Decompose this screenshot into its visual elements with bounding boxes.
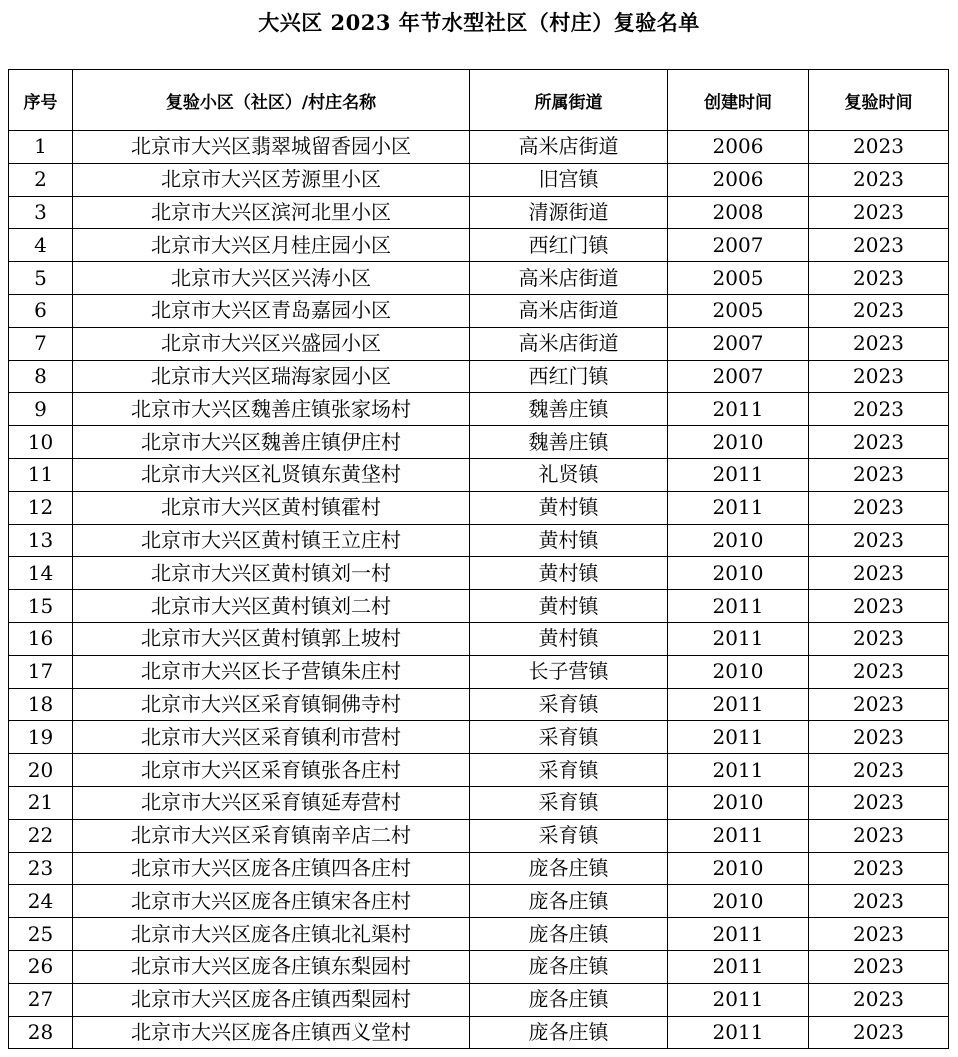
cell-street: 高米店街道 — [470, 131, 668, 164]
cell-name: 北京市大兴区庞各庄镇北礼渠村 — [73, 918, 470, 951]
table-row — [9, 262, 949, 295]
cell-seq: 13 — [9, 524, 73, 557]
cell-review-year: 2023 — [809, 393, 949, 426]
header-name: 复验小区（社区）/村庄名称 — [73, 70, 470, 131]
table-row — [9, 622, 949, 655]
cell-name: 北京市大兴区黄村镇王立庄村 — [73, 524, 470, 557]
cell-review-year: 2023 — [809, 557, 949, 590]
cell-street: 清源街道 — [470, 196, 668, 229]
cell-seq: 17 — [9, 655, 73, 688]
cell-seq: 15 — [9, 590, 73, 623]
cell-built-year: 2005 — [668, 294, 809, 327]
cell-street: 庞各庄镇 — [470, 1016, 668, 1049]
cell-review-year: 2023 — [809, 196, 949, 229]
cell-seq: 25 — [9, 918, 73, 951]
cell-seq: 24 — [9, 885, 73, 918]
cell-name: 北京市大兴区兴涛小区 — [73, 262, 470, 295]
cell-street: 采育镇 — [470, 786, 668, 819]
table-row — [9, 229, 949, 262]
cell-street: 庞各庄镇 — [470, 885, 668, 918]
cell-name: 北京市大兴区黄村镇霍村 — [73, 491, 470, 524]
table-row — [9, 754, 949, 787]
cell-seq: 23 — [9, 852, 73, 885]
cell-built-year: 2011 — [668, 458, 809, 491]
cell-street: 黄村镇 — [470, 524, 668, 557]
cell-review-year: 2023 — [809, 327, 949, 360]
cell-street: 黄村镇 — [470, 557, 668, 590]
cell-name: 北京市大兴区采育镇南辛店二村 — [73, 819, 470, 852]
cell-seq: 2 — [9, 163, 73, 196]
cell-built-year: 2011 — [668, 622, 809, 655]
cell-street: 采育镇 — [470, 819, 668, 852]
cell-built-year: 2010 — [668, 852, 809, 885]
cell-review-year: 2023 — [809, 655, 949, 688]
cell-seq: 16 — [9, 622, 73, 655]
cell-review-year: 2023 — [809, 622, 949, 655]
cell-name: 北京市大兴区黄村镇刘一村 — [73, 557, 470, 590]
cell-seq: 10 — [9, 426, 73, 459]
cell-built-year: 2011 — [668, 393, 809, 426]
cell-seq: 27 — [9, 983, 73, 1016]
cell-name: 北京市大兴区采育镇张各庄村 — [73, 754, 470, 787]
cell-name: 北京市大兴区瑞海家园小区 — [73, 360, 470, 393]
cell-name: 北京市大兴区长子营镇朱庄村 — [73, 655, 470, 688]
document-title: 大兴区 2023 年节水型社区（村庄）复验名单 — [258, 10, 700, 35]
cell-seq: 8 — [9, 360, 73, 393]
table-row — [9, 131, 949, 164]
cell-street: 黄村镇 — [470, 491, 668, 524]
cell-name: 北京市大兴区黄村镇郭上坡村 — [73, 622, 470, 655]
cell-seq: 11 — [9, 458, 73, 491]
cell-seq: 12 — [9, 491, 73, 524]
cell-name: 北京市大兴区兴盛园小区 — [73, 327, 470, 360]
cell-seq: 14 — [9, 557, 73, 590]
header-review-year: 复验时间 — [809, 70, 949, 131]
cell-name: 北京市大兴区魏善庄镇伊庄村 — [73, 426, 470, 459]
review-list-table — [8, 69, 949, 1049]
cell-built-year: 2005 — [668, 262, 809, 295]
table-row — [9, 458, 949, 491]
cell-review-year: 2023 — [809, 983, 949, 1016]
table-row — [9, 590, 949, 623]
table-row — [9, 557, 949, 590]
cell-seq: 1 — [9, 131, 73, 164]
cell-seq: 7 — [9, 327, 73, 360]
table-body — [9, 131, 949, 1049]
cell-street: 高米店街道 — [470, 327, 668, 360]
cell-name: 北京市大兴区采育镇利市营村 — [73, 721, 470, 754]
header-street: 所属街道 — [470, 70, 668, 131]
cell-name: 北京市大兴区庞各庄镇西梨园村 — [73, 983, 470, 1016]
table-row — [9, 524, 949, 557]
cell-review-year: 2023 — [809, 229, 949, 262]
cell-review-year: 2023 — [809, 426, 949, 459]
cell-name: 北京市大兴区滨河北里小区 — [73, 196, 470, 229]
table-row — [9, 950, 949, 983]
cell-street: 礼贤镇 — [470, 458, 668, 491]
cell-street: 魏善庄镇 — [470, 393, 668, 426]
cell-street: 庞各庄镇 — [470, 983, 668, 1016]
cell-seq: 21 — [9, 786, 73, 819]
cell-review-year: 2023 — [809, 721, 949, 754]
cell-built-year: 2011 — [668, 1016, 809, 1049]
cell-built-year: 2007 — [668, 229, 809, 262]
cell-review-year: 2023 — [809, 1016, 949, 1049]
cell-review-year: 2023 — [809, 950, 949, 983]
cell-seq: 20 — [9, 754, 73, 787]
table-row — [9, 885, 949, 918]
cell-review-year: 2023 — [809, 491, 949, 524]
cell-street: 黄村镇 — [470, 590, 668, 623]
cell-street: 采育镇 — [470, 721, 668, 754]
table-row — [9, 819, 949, 852]
cell-review-year: 2023 — [809, 754, 949, 787]
cell-built-year: 2011 — [668, 754, 809, 787]
table-row — [9, 491, 949, 524]
cell-built-year: 2011 — [668, 918, 809, 951]
cell-seq: 22 — [9, 819, 73, 852]
cell-built-year: 2011 — [668, 491, 809, 524]
table-row — [9, 163, 949, 196]
cell-built-year: 2011 — [668, 983, 809, 1016]
cell-built-year: 2010 — [668, 885, 809, 918]
table-row — [9, 393, 949, 426]
cell-street: 旧宫镇 — [470, 163, 668, 196]
cell-built-year: 2010 — [668, 557, 809, 590]
cell-review-year: 2023 — [809, 819, 949, 852]
cell-seq: 3 — [9, 196, 73, 229]
cell-name: 北京市大兴区魏善庄镇张家场村 — [73, 393, 470, 426]
cell-street: 采育镇 — [470, 688, 668, 721]
cell-built-year: 2007 — [668, 327, 809, 360]
cell-review-year: 2023 — [809, 163, 949, 196]
table-row — [9, 721, 949, 754]
cell-built-year: 2011 — [668, 590, 809, 623]
cell-seq: 6 — [9, 294, 73, 327]
table-row — [9, 426, 949, 459]
cell-built-year: 2010 — [668, 786, 809, 819]
table-row — [9, 196, 949, 229]
cell-built-year: 2007 — [668, 360, 809, 393]
table-row — [9, 918, 949, 951]
cell-name: 北京市大兴区采育镇延寿营村 — [73, 786, 470, 819]
cell-built-year: 2011 — [668, 819, 809, 852]
cell-name: 北京市大兴区庞各庄镇西义堂村 — [73, 1016, 470, 1049]
table-row — [9, 327, 949, 360]
cell-seq: 4 — [9, 229, 73, 262]
cell-street: 黄村镇 — [470, 622, 668, 655]
cell-review-year: 2023 — [809, 360, 949, 393]
cell-name: 北京市大兴区青岛嘉园小区 — [73, 294, 470, 327]
cell-street: 庞各庄镇 — [470, 852, 668, 885]
table-row — [9, 655, 949, 688]
cell-review-year: 2023 — [809, 688, 949, 721]
cell-review-year: 2023 — [809, 524, 949, 557]
cell-seq: 5 — [9, 262, 73, 295]
cell-name: 北京市大兴区庞各庄镇四各庄村 — [73, 852, 470, 885]
cell-name: 北京市大兴区庞各庄镇东梨园村 — [73, 950, 470, 983]
cell-built-year: 2006 — [668, 131, 809, 164]
cell-review-year: 2023 — [809, 852, 949, 885]
cell-street: 魏善庄镇 — [470, 426, 668, 459]
cell-review-year: 2023 — [809, 262, 949, 295]
table-row — [9, 360, 949, 393]
cell-street: 长子营镇 — [470, 655, 668, 688]
cell-built-year: 2006 — [668, 163, 809, 196]
cell-built-year: 2010 — [668, 426, 809, 459]
table-row — [9, 983, 949, 1016]
cell-name: 北京市大兴区庞各庄镇宋各庄村 — [73, 885, 470, 918]
cell-street: 西红门镇 — [470, 360, 668, 393]
cell-review-year: 2023 — [809, 918, 949, 951]
cell-name: 北京市大兴区礼贤镇东黄垡村 — [73, 458, 470, 491]
cell-review-year: 2023 — [809, 885, 949, 918]
table-row — [9, 294, 949, 327]
cell-review-year: 2023 — [809, 786, 949, 819]
cell-name: 北京市大兴区翡翠城留香园小区 — [73, 131, 470, 164]
cell-built-year: 2011 — [668, 950, 809, 983]
cell-built-year: 2010 — [668, 524, 809, 557]
cell-street: 西红门镇 — [470, 229, 668, 262]
table-row — [9, 1016, 949, 1049]
cell-review-year: 2023 — [809, 590, 949, 623]
cell-review-year: 2023 — [809, 131, 949, 164]
cell-street: 高米店街道 — [470, 262, 668, 295]
cell-street: 高米店街道 — [470, 294, 668, 327]
cell-seq: 26 — [9, 950, 73, 983]
header-seq: 序号 — [9, 70, 73, 131]
table-row — [9, 852, 949, 885]
cell-street: 采育镇 — [470, 754, 668, 787]
cell-review-year: 2023 — [809, 458, 949, 491]
cell-built-year: 2011 — [668, 688, 809, 721]
cell-name: 北京市大兴区芳源里小区 — [73, 163, 470, 196]
cell-name: 北京市大兴区黄村镇刘二村 — [73, 590, 470, 623]
cell-name: 北京市大兴区采育镇铜佛寺村 — [73, 688, 470, 721]
cell-built-year: 2011 — [668, 721, 809, 754]
header-built-year: 创建时间 — [668, 70, 809, 131]
cell-seq: 28 — [9, 1016, 73, 1049]
cell-seq: 19 — [9, 721, 73, 754]
cell-street: 庞各庄镇 — [470, 918, 668, 951]
table-row — [9, 688, 949, 721]
cell-name: 北京市大兴区月桂庄园小区 — [73, 229, 470, 262]
cell-review-year: 2023 — [809, 294, 949, 327]
cell-street: 庞各庄镇 — [470, 950, 668, 983]
table-header-row — [9, 70, 949, 131]
cell-seq: 9 — [9, 393, 73, 426]
cell-built-year: 2010 — [668, 655, 809, 688]
table-row — [9, 786, 949, 819]
cell-built-year: 2008 — [668, 196, 809, 229]
cell-seq: 18 — [9, 688, 73, 721]
